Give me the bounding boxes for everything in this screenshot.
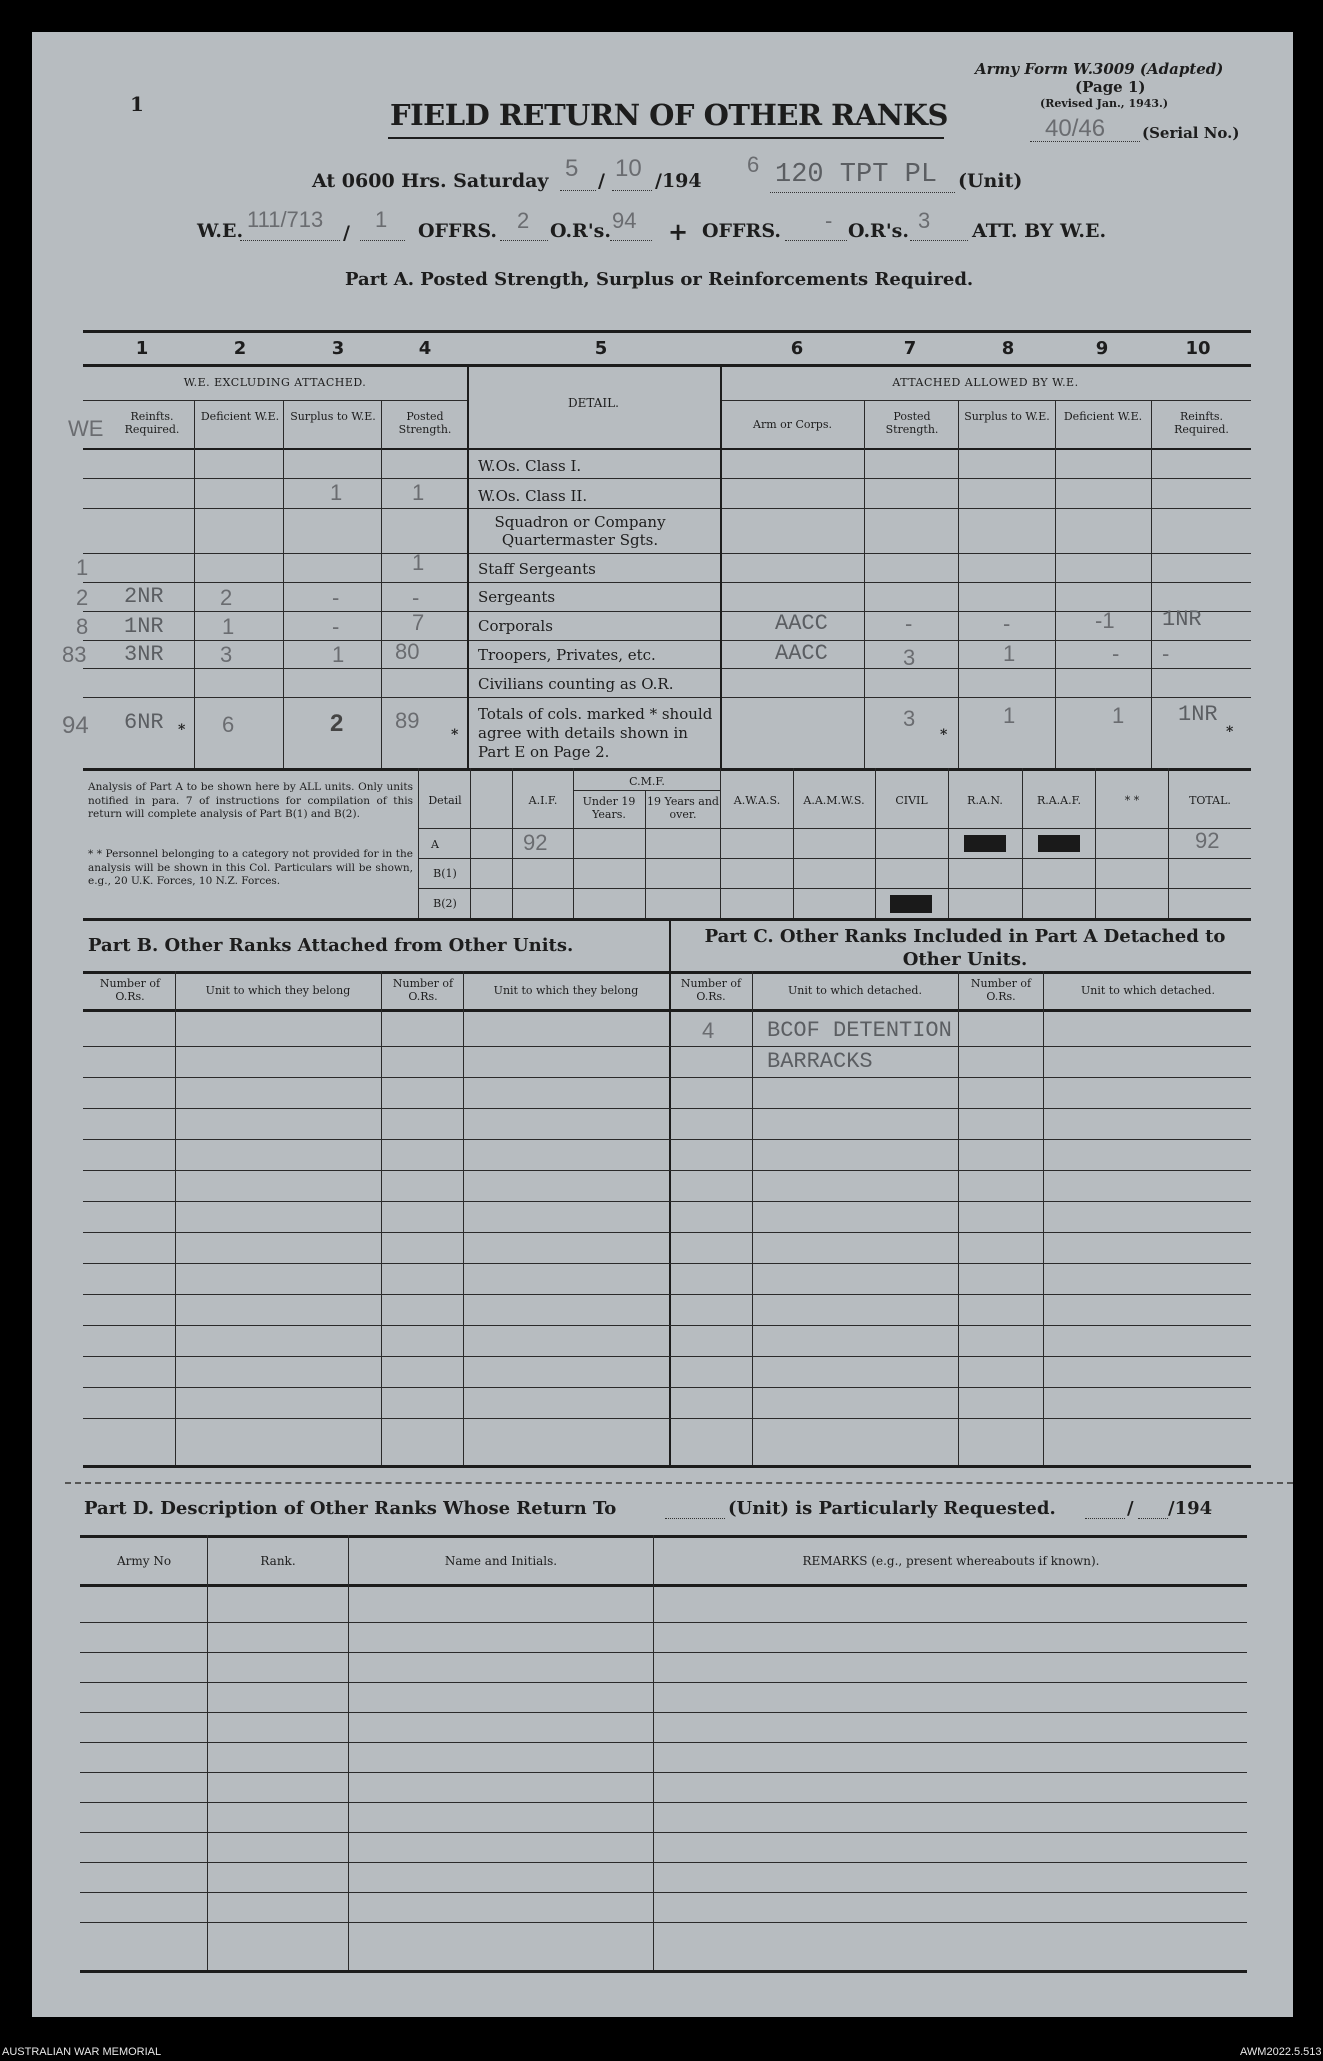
personnel-note: * * Personnel belonging to a category not provided for in the analysis will be shown in this Col. Particulars will be shown, e.g., 20 U.K. Forces, 10 N.Z. Forces. [88,848,413,887]
att-label: ATT. BY W.E. [972,220,1107,242]
analysis-row-b1: B(1) [433,867,457,880]
attached-label: ATTACHED ALLOWED BY W.E. [892,376,1079,389]
value-cpl-arm: AACC [775,611,828,636]
page-title: FIELD RETURN OF OTHER RANKS [390,98,948,132]
part-b-number-header-2: Number of O.Rs. [392,977,454,1003]
detail-wo1: W.Os. Class I. [478,457,582,475]
analysis-aif-header: A.I.F. [528,794,558,807]
value-cpl-deficient: 1 [222,614,235,639]
value-total-deficient: 6 [222,712,235,737]
part-d-title-c: / [1127,1498,1134,1519]
col-number-6: 6 [790,338,804,359]
value-staff-posted: 1 [412,550,425,575]
value-pte-deficient: 3 [220,642,233,667]
col-number-10: 10 [1185,338,1211,359]
date-year-prefix: /194 [655,170,702,192]
detail-troopers: Troopers, Privates, etc. [478,646,656,664]
header-reinfts: Reinfts. Required. [124,410,180,436]
redaction-civil-b2 [890,895,932,913]
doc-mark: 1 [130,92,144,116]
value-sgt-deficient: 2 [220,585,233,610]
offrs-value: 2 [517,208,530,233]
part-a-title: Part A. Posted Strength, Surplus or Reinforcements Required. [345,269,974,290]
we-excluding-label: W.E. EXCLUDING ATTACHED. [183,376,367,389]
analysis-ran-header: R.A.N. [967,794,1003,807]
value-pte-surplus: 1 [332,642,345,667]
col-number-3: 3 [331,338,345,359]
analysis-note: Analysis of Part A to be shown here by ALL units. Only units notified in para. 7 of instructions for compilation of this return will complete analysis of Part B(1) and B(2). [88,781,413,820]
analysis-awas-header: A.W.A.S. [733,794,781,807]
detail-cqms: Squadron or Company Quartermaster Sgts. [494,513,666,549]
part-d-remarks-header: REMARKS (e.g., present whereabouts if known). [802,1554,1100,1568]
part-b-title: Part B. Other Ranks Attached from Other Units. [88,935,574,956]
part-b-number-header-1: Number of O.Rs. [99,977,161,1003]
analysis-row-a: A [431,838,439,851]
part-d-army-no-header: Army No [116,1554,172,1568]
header-surplus-att: Surplus to W.E. [964,410,1050,423]
part-c-unit-header-1: Unit to which detached. [788,984,922,997]
part-c-unit-header-2: Unit to which detached. [1081,984,1215,997]
value-sgt-posted: - [412,585,420,610]
we-margin-label: WE [68,416,104,441]
header-surplus: Surplus to W.E. [290,410,376,423]
value-cpl-posted-att: - [905,611,913,636]
value-wo2-surplus: 1 [330,480,343,505]
header-posted: Posted Strength. [398,410,452,436]
part-c-number-header-2: Number of O.Rs. [970,977,1032,1003]
revised-date: (Revised Jan., 1943.) [1040,97,1169,110]
value-cpl-reinfts-att: 1NR [1162,607,1202,632]
analysis-aamws-header: A.A.M.W.S. [803,794,865,807]
value-cpl-surplus-att: - [1003,611,1011,636]
analysis-row-b2: B(2) [433,897,457,910]
col-number-1: 1 [135,338,149,359]
ors-value: 94 [612,208,637,233]
detail-civilians: Civilians counting as O.R. [478,675,674,693]
value-total-we: 94 [62,712,89,739]
value-pte-reinfts-att: - [1162,641,1170,666]
star-1: * [178,722,186,738]
col-number-9: 9 [1095,338,1109,359]
serial-label: (Serial No.) [1142,124,1240,142]
value-cpl-deficient-att: -1 [1095,608,1115,633]
value-pte-arm: AACC [775,641,828,666]
value-pte-surplus-att: 1 [1003,641,1016,666]
offrs-label: OFFRS. [418,220,497,242]
value-cpl-surplus: - [332,614,340,639]
part-b-unit-header-1: Unit to which they belong [205,984,351,997]
col-number-5: 5 [594,338,608,359]
value-cpl-reinfts: 1NR [124,614,164,639]
date-year: 6 [747,152,760,177]
header-arm-corps: Arm or Corps. [753,418,832,431]
value-total-reinfts: 6NR [124,710,164,735]
att-ors-label: O.R's. [848,220,909,242]
value-staff-we: 1 [76,555,89,580]
value-total-deficient-att: 1 [1112,703,1125,728]
form-id: Army Form W.3009 (Adapted) [975,60,1224,78]
part-c-entry-number: 4 [702,1018,715,1043]
unit-label: (Unit) [958,170,1023,192]
analysis-civil-header: CIVIL [895,794,928,807]
unit-value: 120 TPT PL [775,160,938,190]
detail-staff-sgt: Staff Sergeants [478,560,596,578]
header-deficient: Deficient W.E. [200,410,280,423]
at-time-label: At 0600 Hrs. Saturday [312,170,549,192]
header-deficient-att: Deficient W.E. [1063,410,1143,423]
detail-sergeants: Sergeants [478,588,556,606]
detail-wo2: W.Os. Class II. [478,487,588,505]
part-c-entry-unit-2: BARRACKS [767,1049,873,1074]
footer-left: AUSTRALIAN WAR MEMORIAL [2,2046,162,2058]
value-total-surplus-att: 1 [1003,703,1016,728]
att-offrs-label: OFFRS. [702,220,781,242]
serial-value: 40/46 [1045,115,1106,142]
star-4: * [451,727,459,743]
col-number-7: 7 [903,338,917,359]
value-sgt-reinfts: 2NR [124,584,164,609]
value-sgt-we: 2 [76,585,89,610]
col-number-2: 2 [233,338,247,359]
value-pte-deficient-att: - [1112,641,1120,666]
tear-line [65,1482,1293,1484]
page-number: (Page 1) [1075,78,1146,96]
date-month: 10 [615,155,642,182]
value-pte-posted: 80 [395,639,420,664]
att-ors-value: 3 [918,208,931,233]
header-reinfts-att: Reinfts. Required. [1174,410,1229,436]
we-label: W.E. [197,220,244,242]
value-pte-posted-att: 3 [903,645,916,670]
analysis-total-header: TOTAL. [1189,794,1231,807]
col-number-8: 8 [1001,338,1015,359]
value-total-posted-att: 3 [903,706,916,731]
detail-corporals: Corporals [478,617,553,635]
value-pte-we: 83 [62,642,87,667]
part-c-title: Part C. Other Ranks Included in Part A Detached to Other Units. [704,926,1226,970]
analysis-aif-a-value: 92 [523,830,548,855]
value-pte-reinfts: 3NR [124,642,164,667]
we-value1: 111/713 [247,207,324,232]
analysis-raaf-header: R.A.A.F. [1036,794,1082,807]
plus-sign: + [668,217,689,246]
part-c-number-header-1: Number of O.Rs. [680,977,742,1003]
star-10: * [1226,724,1234,740]
redaction-ran [964,835,1006,852]
value-wo2-posted: 1 [412,480,425,505]
value-total-posted: 89 [395,708,420,733]
col-number-4: 4 [418,338,432,359]
part-d-title-a: Part D. Description of Other Ranks Whose Return To [84,1498,617,1519]
analysis-other-header: * * [1124,794,1140,807]
part-b-unit-header-2: Unit to which they belong [493,984,639,997]
value-cpl-posted: 7 [412,610,425,635]
value-total-surplus: 2 [330,710,344,737]
att-offrs-value: - [825,208,833,233]
value-cpl-we: 8 [76,614,89,639]
analysis-under19-header: Under 19 Years. [582,795,636,821]
we-value2: 1 [375,207,388,232]
part-d-rank-header: Rank. [260,1554,296,1568]
value-total-reinfts-att: 1NR [1178,702,1218,727]
part-d-title-d: /194 [1168,1498,1213,1519]
header-posted-att: Posted Strength. [885,410,939,436]
part-d-title-b: (Unit) is Particularly Requested. [728,1498,1056,1519]
analysis-total-a-value: 92 [1195,828,1220,853]
redaction-raaf [1038,835,1080,852]
analysis-cmf-header: C.M.F. [629,775,665,788]
date-day: 5 [565,155,579,182]
detail-header: DETAIL. [568,396,619,410]
star-7: * [940,727,948,743]
analysis-19over-header: 19 Years and over. [647,795,719,821]
ors-label: O.R's. [550,220,611,242]
part-c-entry-unit-1: BCOF DETENTION [767,1018,952,1043]
part-d-name-header: Name and Initials. [444,1554,558,1568]
footer-right: AWM2022.5.513 [1240,2046,1322,2058]
detail-totals: Totals of cols. marked * should agree with details shown in Part E on Page 2. [478,705,713,761]
analysis-detail-header: Detail [428,794,462,807]
value-sgt-surplus: - [332,585,340,610]
